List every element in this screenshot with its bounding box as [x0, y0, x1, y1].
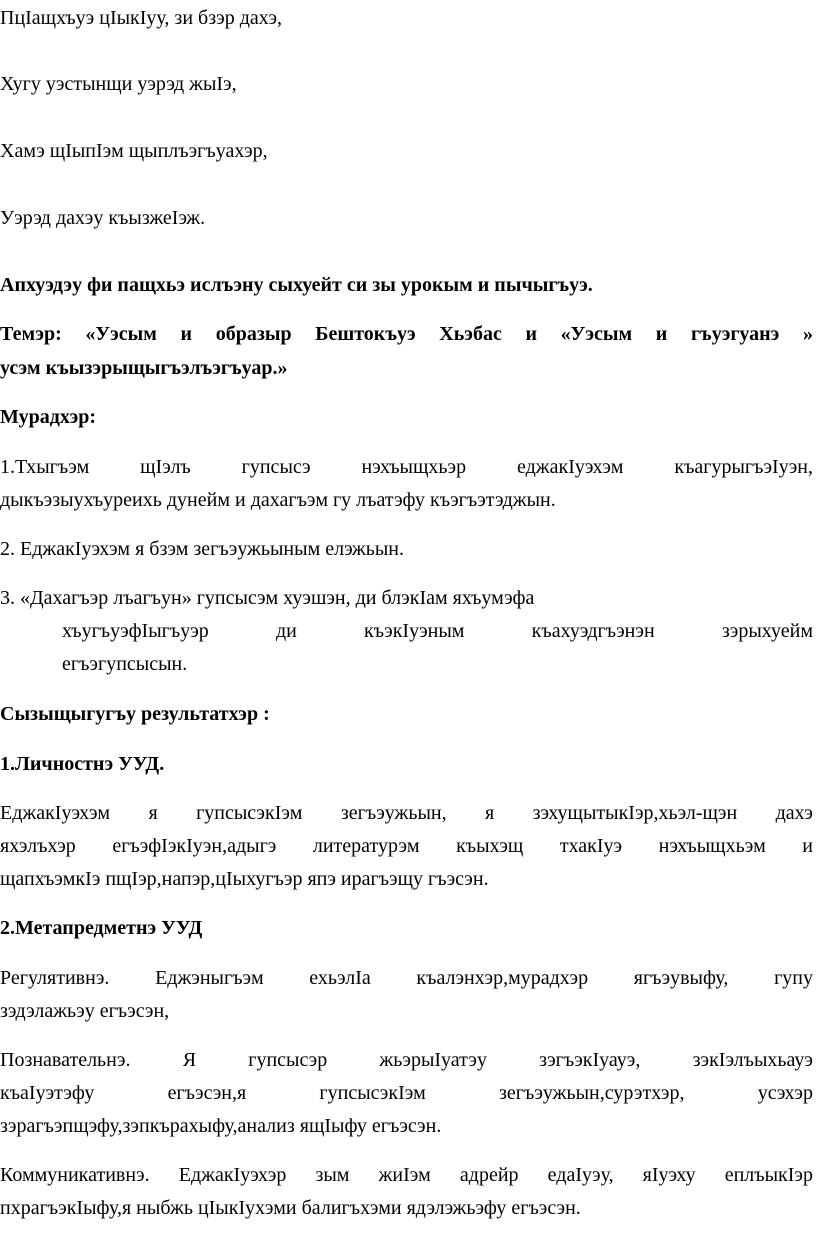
cognitive-line-2: къаІуэтэфу егъэсэн,я гупсысэкІэм зегъэужьын,сурэтхэр, усэхэр: [0, 1082, 813, 1104]
goal-1-line-2: дыкъэзыухъуреихь дунейм и дахагъэм гу лъатэфу къэгъэтэджын.: [0, 489, 556, 511]
theme-line-2: усэм къызэрыщыгъэлъэгъуар.»: [0, 357, 288, 379]
goal-3-line-1: 3. «Дахагъэр лъагъун» гупсысэм хуэшэн, ди блэкІам яхъумэфа: [0, 587, 535, 609]
theme-line-1: Темэр: «Уэсым и образыр Бештокъуэ Хьэбас и «Уэсым и гъуэгуанэ »: [0, 323, 813, 345]
communicative-line-2: пхрагъэкІыфу,я ныбжь цІыкІухэми балигъхэми ядэлэжьэфу егъэсэн.: [0, 1197, 581, 1219]
poem-line-2: Хугу уэстынщи уэрэд жыІэ,: [0, 73, 237, 95]
personal-uud-heading: 1.Личностнэ УУД.: [0, 753, 165, 775]
goals-heading: Мурадхэр:: [0, 406, 97, 428]
poem-line-1: ПцІащхъуэ цІыкІуу, зи бзэр дахэ,: [0, 7, 283, 29]
goal-1-line-1: 1.Тхыгъэм щІэлъ гупсысэ нэхъыщхьэр еджакІуэхэм къагурыгъэІуэн,: [0, 456, 813, 478]
results-heading: Сызыщыгугъу результатхэр :: [0, 703, 270, 725]
cognitive-line-1: Познавательнэ. Я гупсысэр жьэрыІуатэу зэгъэкІуауэ, зэкІэлъыхьауэ: [0, 1049, 813, 1071]
personal-line-1: ЕджакІуэхэм я гупсысэкІэм зегъэужьын, я зэхущытыкІэр,хьэл-щэн дахэ: [0, 802, 813, 824]
goal-3-line-3: егъэгупсысын.: [62, 653, 188, 675]
meta-uud-heading: 2.Метапредметнэ УУД: [0, 917, 203, 939]
cognitive-line-3: зэрагъэпщэфу,зэпкърахыфу,анализ ящІыфу егъэсэн.: [0, 1115, 442, 1137]
personal-line-2: яхэлъхэр егъэфІэкІуэн,адыгэ литературэм къыхэщ тхакІуэ нэхъыщхьэм и: [0, 835, 813, 857]
regulative-line-1: Регулятивнэ. Еджэныгъэм ехьэлІа къалэнхэр,мурадхэр ягъэувыфу, гупу: [0, 967, 813, 989]
communicative-line-1: Коммуникативнэ. ЕджакІуэхэр зым жиІэм адрейр едаІуэу, яІуэху еплъыкІэр: [0, 1164, 813, 1186]
regulative-line-2: зэдэлажьэу егъэсэн,: [0, 1000, 170, 1022]
personal-line-3: щапхъэмкІэ пщІэр,напэр,цІыхугъэр япэ ирагъэщу гъэсэн.: [0, 868, 489, 890]
poem-line-4: Уэрэд дахэу къызжеІэж.: [0, 207, 206, 229]
goal-3-line-2: хъугъуэфІыгъуэр ди къэкІуэным къахуэдгъэнэн зэрыхуейм: [62, 620, 813, 642]
poem-line-3: Хамэ щІыпІэм щыплъэгъуахэр,: [0, 140, 268, 162]
intro-text: Апхуэдэу фи пащхьэ ислъэну сыхуейт си зы урокым и пычыгъуэ.: [0, 274, 593, 296]
goal-2: 2. ЕджакІуэхэм я бзэм зегъэужьыным елэжьын.: [0, 538, 405, 560]
